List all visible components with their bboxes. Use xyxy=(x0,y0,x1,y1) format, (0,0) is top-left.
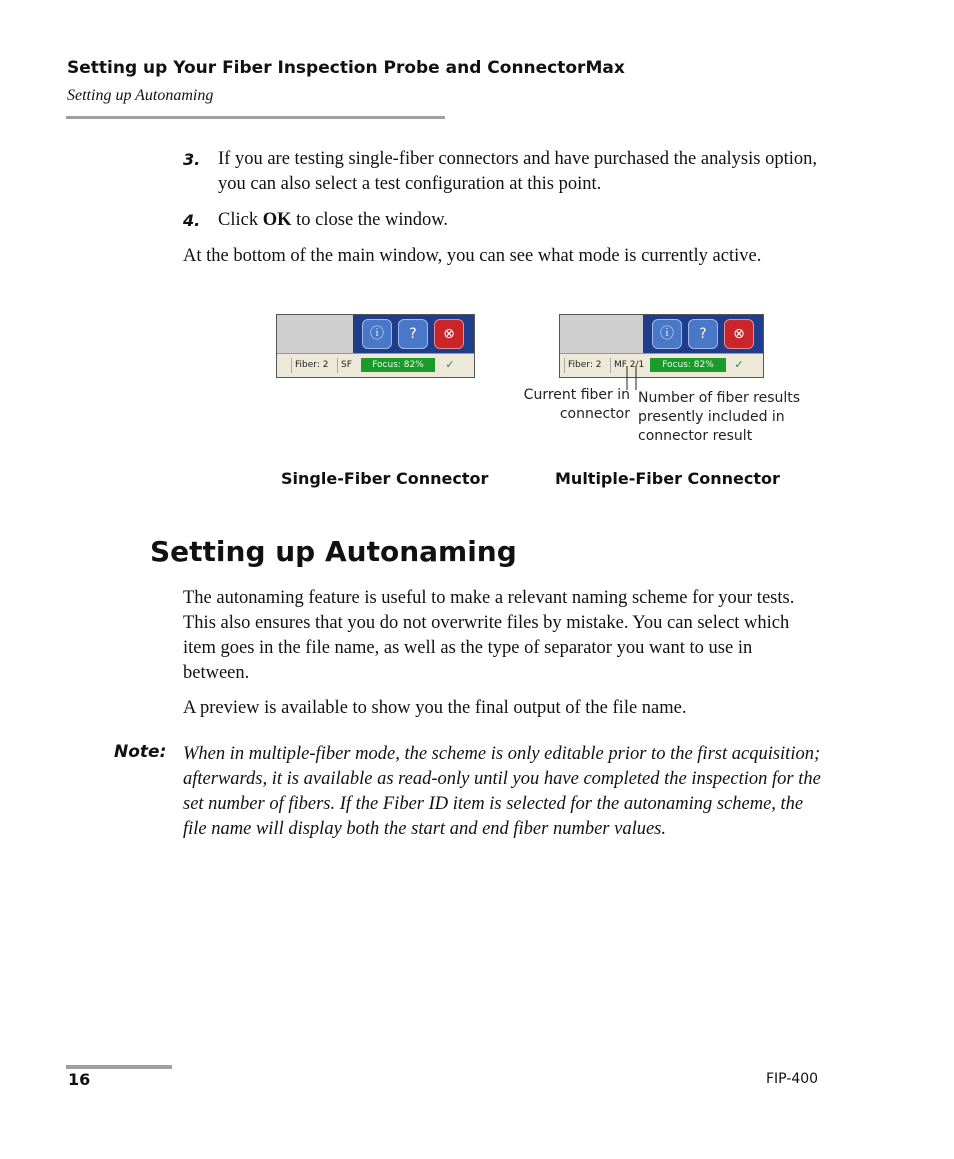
caption-multi: Multiple-Fiber Connector xyxy=(555,469,780,488)
status-fiber: Fiber: 2 xyxy=(564,358,608,373)
status-bar xyxy=(560,353,763,378)
header-rule xyxy=(66,116,445,119)
status-bar xyxy=(277,353,474,378)
step-text xyxy=(218,208,818,233)
screenshot-panel xyxy=(560,315,643,353)
status-fiber: Fiber: 2 xyxy=(291,358,335,373)
section-paragraph-2: A preview is available to show you the final output of the file name. xyxy=(183,698,687,718)
caption-single: Single-Fiber Connector xyxy=(281,469,489,488)
single-fiber-screenshot xyxy=(276,314,475,378)
running-header-title: Setting up Your Fiber Inspection Probe and ConnectorMax xyxy=(67,58,625,78)
callout-number-results: Number of fiber results presently included in connector result xyxy=(638,390,801,444)
status-mode: MF 2/1 xyxy=(610,358,648,373)
step-number: 3. xyxy=(183,150,201,169)
status-focus: Focus: 82% xyxy=(361,358,435,372)
note-label: Note: xyxy=(114,742,167,762)
section-title: Setting up Autonaming xyxy=(150,535,517,568)
info-icon: ⓘ xyxy=(652,319,682,349)
status-mode: SF xyxy=(337,358,359,373)
multi-fiber-screenshot xyxy=(559,314,764,378)
footer-rule xyxy=(66,1065,172,1069)
running-header-subtitle: Setting up Autonaming xyxy=(67,87,214,104)
intro-paragraph: At the bottom of the main window, you can see what mode is currently active. xyxy=(183,246,762,266)
close-icon: ⊗ xyxy=(724,319,754,349)
step-text: If you are testing single-fiber connectors and have purchased the analysis option, you can also select a test configuration at this point. xyxy=(218,149,818,194)
callout-current-fiber: Current fiber in connector xyxy=(523,387,630,422)
help-icon: ? xyxy=(398,319,428,349)
document-code: FIP-400 xyxy=(766,1071,819,1087)
step-text-before: Click xyxy=(218,210,263,230)
step-text-after: to close the window. xyxy=(291,210,449,230)
note-text: When in multiple-fiber mode, the scheme is only editable prior to the first acquisition; afterwards, it is available as read-only until you have completed the inspection for the set number of fibers. If the Fiber ID item is selected for the autonaming scheme, the file name will display both the start and end fiber number values. xyxy=(183,744,821,839)
ok-label: OK xyxy=(262,210,292,230)
check-icon: ✓ xyxy=(734,358,744,371)
info-icon: ⓘ xyxy=(362,319,392,349)
section-paragraph-1: The autonaming feature is useful to make a relevant naming scheme for your tests. This also ensures that you do not overwrite files by mistake. You can select which item goes in the file name, as well as the type of separator you want to use in between. xyxy=(183,588,795,683)
screenshot-panel xyxy=(277,315,353,353)
page-number: 16 xyxy=(68,1070,91,1089)
step-number: 4. xyxy=(183,211,201,230)
status-focus: Focus: 82% xyxy=(650,358,726,372)
check-icon: ✓ xyxy=(445,358,455,371)
close-icon: ⊗ xyxy=(434,319,464,349)
help-icon: ? xyxy=(688,319,718,349)
